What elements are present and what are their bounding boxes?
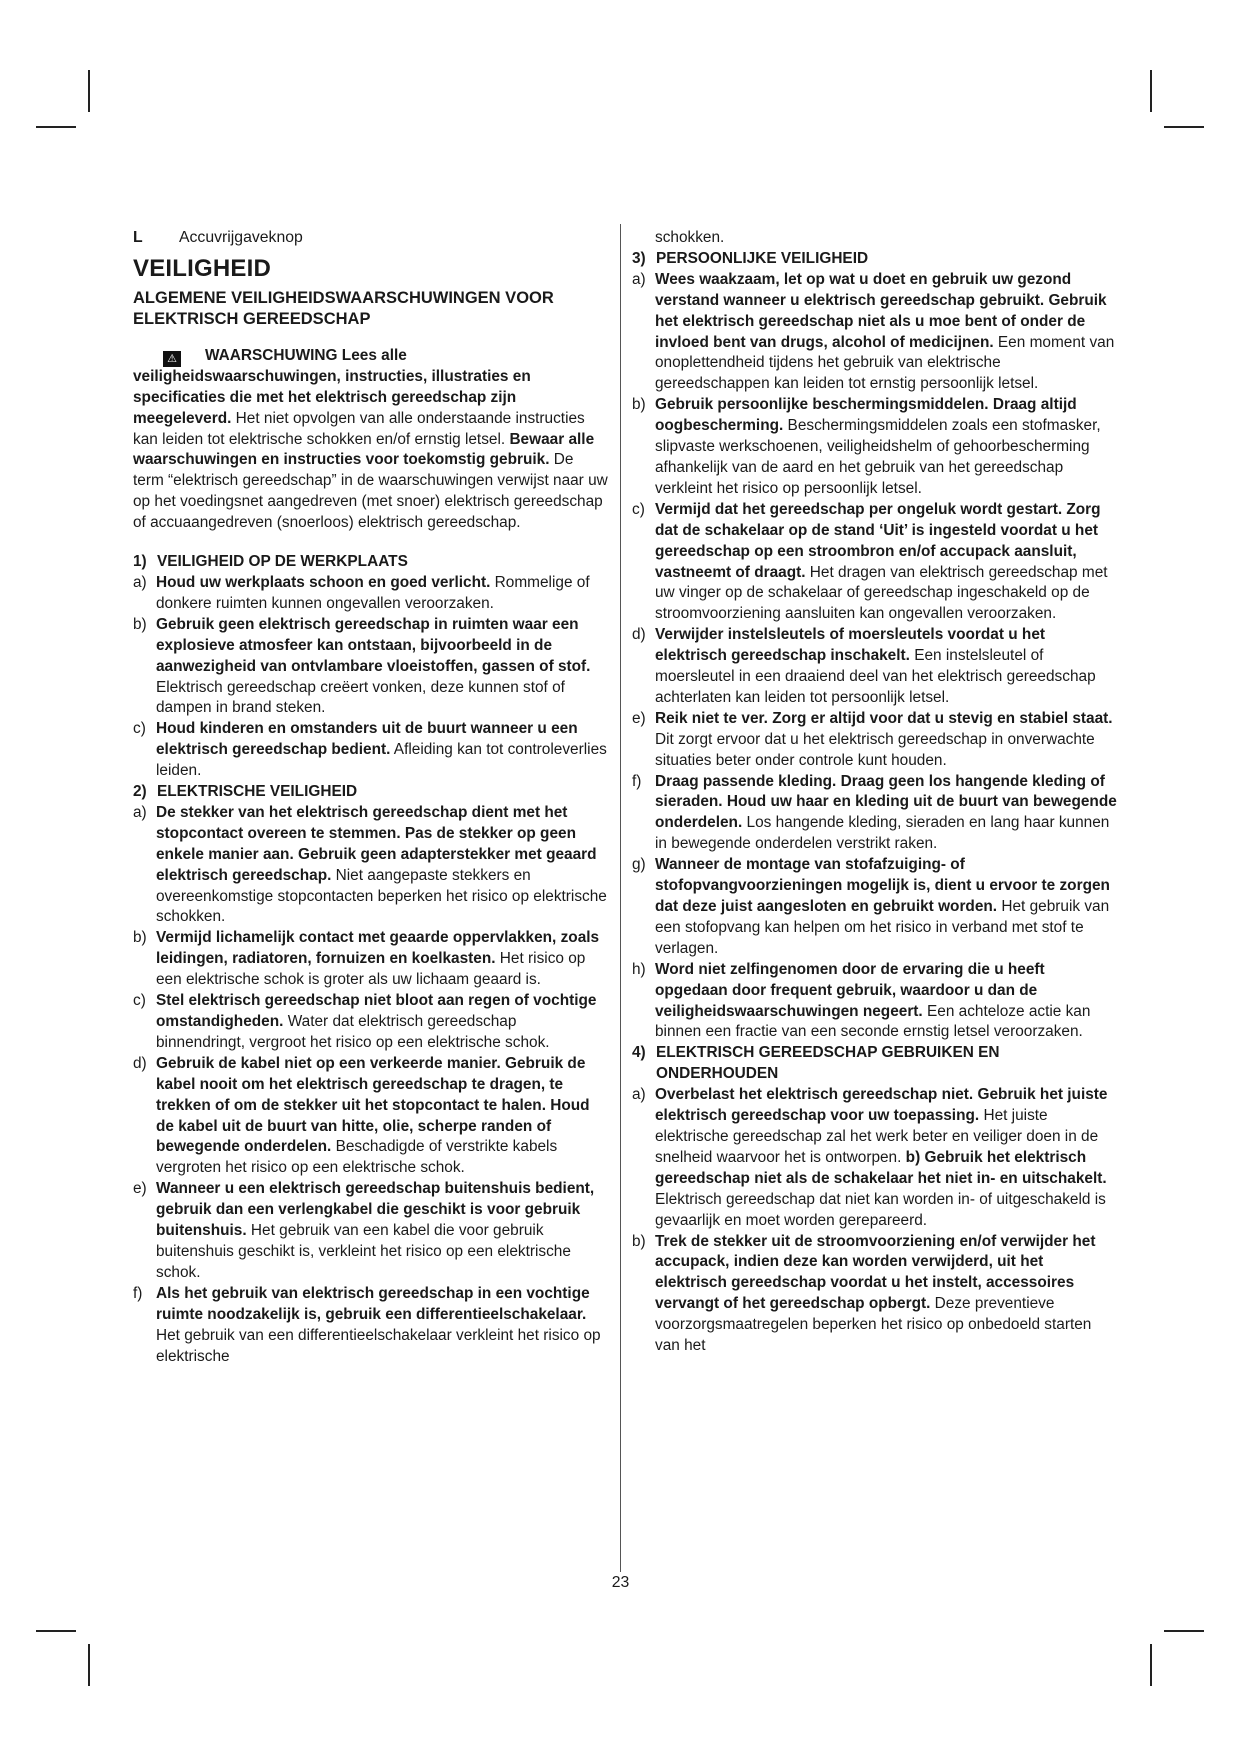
list-item-letter: d) [133,1054,147,1072]
list-item-text [156,928,608,991]
list-item-plain: Elektrisch gereedschap dat niet kan worden in- of uitgeschakeld is gevaarlijk en moet worden gerepareerd. [655,1190,1106,1229]
section-number: 1) [133,553,147,571]
list-item-plain: Een moment van onoplettendheid tijdens het gebruik van elektrische gereedschappen kan leiden tot ernstig persoonlijk letsel. [655,333,1115,393]
list-item-text [156,719,608,782]
list-item-letter: e) [632,709,646,727]
list-item-plain: Elektrisch gereedschap creëert vonken, deze kunnen stof of dampen in brand steken. [156,678,565,717]
list-item-letter: a) [632,1086,646,1104]
list-item-text [655,855,1118,960]
section-heading [632,1043,1118,1085]
list-item-plain: Het risico op een elektrische schok is groter als uw lichaam geaard is. [156,950,586,989]
list-item-letter: b) [133,615,147,633]
component-key [133,228,608,249]
list-item [133,928,608,991]
list-item [632,709,1118,772]
list-item [632,855,1118,960]
list-item-letter: b) [133,929,147,947]
list [133,573,608,782]
crop-mark [36,126,76,128]
list-item [133,615,608,720]
section-title: ELEKTRISCHE VEILIGHEID [157,783,358,801]
list-item-bold: Wees waakzaam, let op wat u doet en gebruik uw gezond verstand wanneer u elektrisch gereedschap gebruikt. Gebruik het elektrisch gereedschap niet als u moe bent of onder de invloed bent van drugs, alcohol of medicijnen. [655,270,1107,351]
list-item [632,1232,1118,1357]
list-item-text [655,772,1118,856]
left-column [133,228,608,1367]
list [133,803,608,1367]
list-item [632,1085,1118,1231]
list-item-bold: Verwijder instelsleutels of moersleutels voordat u het elektrisch gereedschap inschakelt. [655,626,1046,665]
list-item-letter: g) [632,856,646,874]
list-item [632,270,1118,395]
section-heading [133,552,608,573]
list-item-letter: b) [632,396,646,414]
list-item-bold: Houd uw werkplaats schoon en goed verlicht. [156,573,491,591]
list [632,1085,1118,1357]
list-item-letter: b) [632,1232,646,1250]
list-item [133,1179,608,1284]
list-item [632,395,1118,500]
list-item-bold: Gebruik de kabel niet op een verkeerde manier. Gebruik de kabel nooit om het elektrisch gereedschap te dragen, te trekken of om de stekker uit het stopcontact te halen. Houd de kabel uit de buurt van hitte, olie, scherpe randen of bewegende onderdelen. [156,1054,590,1156]
list-item-text [655,625,1118,709]
list-item-letter: a) [133,803,147,821]
list-item-bold: Wanneer u een elektrisch gereedschap buitenshuis bedient, gebruik dan een verlengkabel die geschikt is voor gebruik buitenshuis. [156,1180,595,1240]
list-item [632,625,1118,709]
list-item-bold: Gebruik geen elektrisch gereedschap in ruimten waar een explosieve atmosfeer kan ontstaan, bijvoorbeeld in de aanwezigheid van ontvlambare vloeistoffen, gassen of stof. [156,615,591,675]
list-item-plain: Beschermingsmiddelen zoals een stofmasker, slipvaste werkschoenen, veiligheidshelm of gehoorbescherming afhankelijk van de aard en het gebruik van het gereedschap verkleint het risico op persoonlijk letsel. [655,417,1101,497]
section-subtitle: ALGEMENE VEILIGHEIDSWAARSCHUWINGEN VOOR ELEKTRISCH GEREEDSCHAP [133,288,554,328]
section-number: 4) [632,1044,646,1062]
list-item-bold: Gebruik persoonlijke beschermingsmiddelen. Draag altijd oogbescherming. [655,396,1077,435]
list-item-text [156,615,608,720]
general-warning [133,346,608,534]
list-item-plain: Beschadigde of verstrikte kabels vergroten het risico op een elektrische schok. [156,1138,558,1177]
list-item-plain: Het gebruik van een stofopvang kan helpen om het risico in verband met stof te verlagen. [655,898,1110,957]
list-item-text [655,1085,1118,1231]
crop-mark [88,70,90,112]
section-heading [133,782,608,803]
list-item-bold: Trek de stekker uit de stroomvoorziening en/of verwijder het accupack, indien deze kan worden verwijderd, uit het elektrisch gereedschap voordat u het instelt, accessoires vervangt of het gereedschap opbergt. [655,1232,1096,1313]
list-item-plain: Dit zorgt ervoor dat u het elektrisch gereedschap in onverwachte situaties beter onder controle kunt houden. [655,730,1095,769]
list-item-letter: c) [632,500,645,518]
list-item-plain: Het gebruik van een kabel die voor gebruik buitenshuis geschikt is, verkleint het risico op een elektrische schok. [156,1222,571,1281]
list-item-text [655,960,1118,1044]
crop-mark [36,1630,76,1632]
manual-page [133,228,1118,1588]
list-item-letter: f) [133,1284,143,1302]
column-divider [620,224,621,1572]
continuation-text: schokken. [655,229,725,246]
list-item-text [655,395,1118,500]
crop-mark [1150,70,1152,112]
right-column [632,228,1118,1357]
warning-bold: WAARSCHUWING Lees alle veiligheidswaarschuwingen, instructies, illustraties en specificaties die met het elektrisch gereedschap zijn meegeleverd. [133,346,531,427]
list-item-bold: Als het gebruik van elektrisch gereedschap in een vochtige ruimte noodzakelijk is, gebruik een differentieelschakelaar. [156,1284,590,1323]
list-item-letter: e) [133,1180,147,1198]
list-item-text [156,573,608,615]
warning-text-2: De term “elektrisch gereedschap” in de waarschuwingen verwijst naar uw op het voedingsnet aangedreven (met snoer) elektrisch gereedschap of accuaangedreven (snoerloos) elektrisch gereedschap. [133,451,608,532]
list-item-plain: Niet aangepaste stekkers en overeenkomstige stopcontacten beperken het risico op elektrische schokken. [156,866,607,926]
key-text: Accuvrijgaveknop [179,229,303,246]
list [632,270,1118,1044]
list-item-letter: h) [632,960,646,978]
list-item-letter: c) [133,992,146,1010]
list-item [133,1054,608,1179]
crop-mark [1164,126,1204,128]
list-item-text [655,270,1118,395]
list-item-plain: Het dragen van elektrisch gereedschap met uw vinger op de schakelaar of gereedschap ingeschakeld op de stroomvoorziening aansluiten kan ongevallen veroorzaken. [655,563,1108,623]
page-title: VEILIGHEID [133,254,272,282]
section-number: 2) [133,783,147,801]
list-item [133,719,608,782]
list-item [133,803,608,928]
crop-mark [1164,1630,1204,1632]
list-item-plain: Een instelsleutel of moersleutel in een draaiend deel van het elektrisch gereedschap achterlaten kan leiden tot persoonlijk letsel. [655,647,1096,706]
list-item-bold: Reik niet te ver. Zorg er altijd voor dat u stevig en stabiel staat. [655,709,1113,727]
list-item-bold: Draag passende kleding. Draag geen los hangende kleding of sieraden. Houd uw haar en kleding uit de buurt van bewegende onderdelen. [655,772,1117,832]
list-item-letter: d) [632,626,646,644]
section-title: PERSOONLIJKE VEILIGHEID [656,249,869,267]
key-letter: L [133,229,143,246]
list-item-plain: Afleiding kan tot controleverlies leiden. [156,741,607,780]
list-item-plain: Het gebruik van een differentieelschakelaar verkleint het risico op elektrische [156,1326,601,1365]
list-item-text [655,500,1118,625]
list-item-text [156,1179,608,1284]
list-item [133,573,608,615]
list-item-letter: a) [632,270,646,288]
warning-bold-2: Bewaar alle waarschuwingen en instructies voor toekomstig gebruik. [133,430,595,469]
list-item-bold: Stel elektrisch gereedschap niet bloot aan regen of vochtige omstandigheden. [156,992,597,1030]
list-item-bold: Wanneer de montage van stofafzuiging- of stofopvangvoorzieningen mogelijk is, dient u ervoor te zorgen dat deze juist aangesloten en gebruikt worden. [655,856,1110,915]
list-item-plain: Water dat elektrisch gereedschap binnendringt, vergroot het risico op een elektrische schok. [156,1013,550,1051]
list-item-bold: Overbelast het elektrisch gereedschap niet. Gebruik het juiste elektrisch gereedschap voor uw toepassing. [655,1086,1108,1125]
section-heading [632,249,1118,270]
list-item-text [655,1232,1118,1357]
section-title: ELEKTRISCH GEREEDSCHAP GEBRUIKEN EN ONDERHOUDEN [656,1044,1000,1083]
list-item-plain: Los hangende kleding, sieraden en lang haar kunnen in bewegende onderdelen verstrikt raken. [655,814,1110,853]
list-item [632,960,1118,1044]
crop-mark [1150,1644,1152,1686]
warning-icon: ⚠ [163,351,181,367]
warning-text: Het niet opvolgen van alle onderstaande instructies kan leiden tot elektrische schokken en/of ernstig letsel. [133,409,585,448]
list-item-text [156,803,608,928]
list-item [133,1284,608,1368]
list-item-letter: c) [133,720,146,738]
list-item [632,772,1118,856]
list-item [632,500,1118,625]
list-item [133,991,608,1054]
list-item-letter: f) [632,772,642,790]
list-item-bold: b) Gebruik het elektrisch gereedschap niet als de schakelaar het niet in- en uitschakelt. [655,1148,1107,1187]
list-item-letter: a) [133,573,147,591]
list-item-plain: Een achteloze actie kan binnen een fractie van een seconde ernstig letsel veroorzaken. [655,1002,1091,1041]
list-item-bold: Word niet zelfingenomen door de ervaring die u heeft opgedaan door frequent gebruik, waardoor u dan de veiligheidswaarschuwingen negeert. [655,960,1045,1020]
section-number: 3) [632,249,646,267]
list-item-bold: Houd kinderen en omstanders uit de buurt wanneer u een elektrisch gereedschap bedient. [156,720,578,759]
list-item-bold: Vermijd dat het gereedschap per ongeluk wordt gestart. Zorg dat de schakelaar op de stand ‘Uit’ is ingesteld voordat u het gereedschap op een stroombron en/of accupack aansluit, vastneemt of draagt. [655,500,1101,581]
list-item-bold: De stekker van het elektrisch gereedschap dient met het stopcontact overeen te stemmen. Pas de stekker op geen enkele manier aan. Gebruik geen adapterstekker met geaard elektrisch gereedschap. [156,803,597,884]
list-item-text [156,991,608,1054]
list-item-text [655,709,1118,772]
list-item-plain: Het juiste elektrische gereedschap zal het werk beter en veiliger doen in de snelheid waarvoor het is ontworpen. [655,1107,1099,1166]
list-item-text [156,1284,608,1368]
list-item-bold: Vermijd lichamelijk contact met geaarde oppervlakken, zoals leidingen, radiatoren, fornuizen en koelkasten. [156,929,600,968]
list-item-text [156,1054,608,1179]
list-item-plain: Rommelige of donkere ruimten kunnen ongevallen veroorzaken. [156,573,590,612]
list-item-plain: Deze preventieve voorzorgsmaatregelen beperken het risico op onbedoeld starten van het [655,1295,1092,1355]
section-title: VEILIGHEID OP DE WERKPLAATS [157,553,408,571]
page-number: 23 [611,1574,630,1591]
crop-mark [88,1644,90,1686]
